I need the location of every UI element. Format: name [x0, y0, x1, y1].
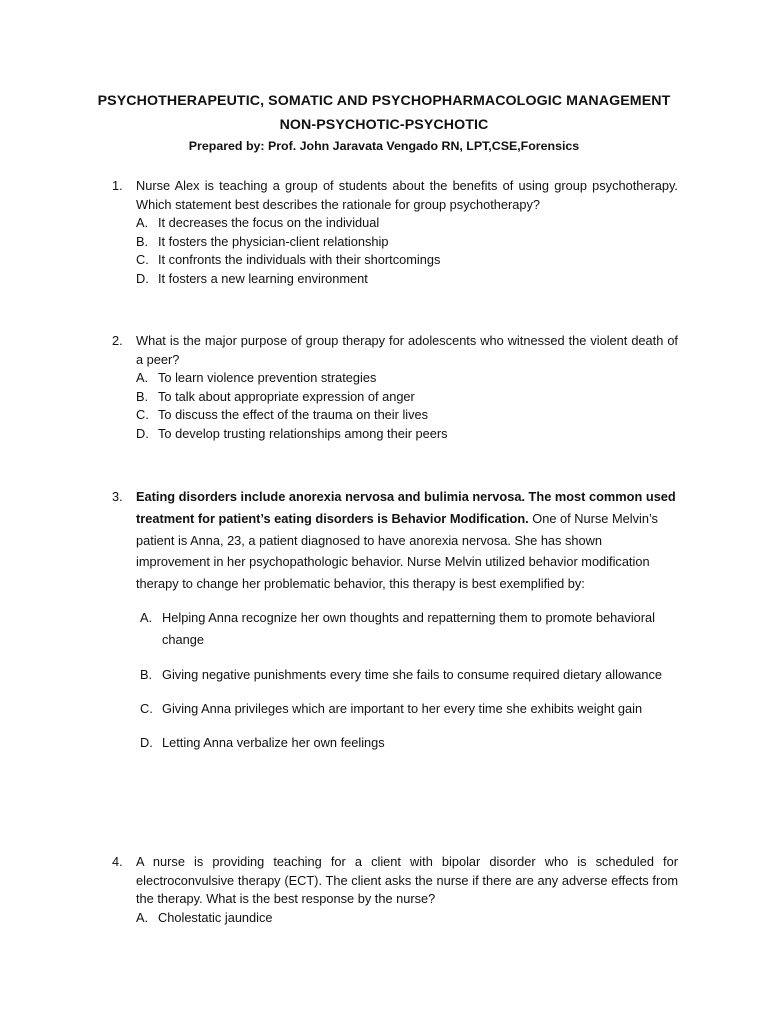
question-4: [112, 853, 678, 927]
option-letter: D.: [140, 735, 153, 751]
question-stem: Nurse Alex is teaching a group of students about the benefits of using group psychotherapy. Which statement best describes the rationale for group psychotherapy?: [136, 178, 678, 212]
question-stem: What is the major purpose of group therapy for adolescents who witnessed the violent death of a peer?: [136, 333, 678, 367]
option-item: [112, 909, 678, 928]
option-text: Cholestatic jaundice: [158, 909, 273, 925]
question-number: 4.: [112, 854, 123, 869]
option-text: Giving Anna privileges which are important to her every time she exhibits weight gain: [162, 700, 643, 716]
option-letter: A.: [136, 370, 149, 386]
option-text: It fosters the physician-client relationship: [158, 233, 389, 249]
option-text: To develop trusting relationships among their peers: [158, 425, 448, 441]
option-list: [112, 607, 678, 753]
option-letter: B.: [136, 233, 149, 249]
option-item: [112, 369, 678, 388]
option-letter: A.: [136, 215, 149, 231]
option-text: Letting Anna verbalize her own feelings: [162, 735, 385, 751]
document-subtitle: NON-PSYCHOTIC-PSYCHOTIC: [279, 117, 489, 133]
option-letter: B.: [136, 388, 149, 404]
option-letter: D.: [136, 270, 149, 286]
option-text: Helping Anna recognize her own thoughts and repatterning them to promote behavioral change: [162, 610, 655, 648]
option-letter: D.: [136, 425, 149, 441]
question-number: 3.: [112, 489, 123, 504]
question-stem-bold: Eating disorders include anorexia nervosa and bulimia nervosa. The most common used treatment for patient’s eating disorders is Behavior Modification.: [136, 489, 676, 526]
option-item: [112, 732, 678, 754]
option-letter: C.: [136, 407, 149, 423]
option-text: It decreases the focus on the individual: [158, 215, 380, 231]
option-letter: A.: [140, 610, 153, 626]
option-list: [112, 909, 678, 928]
option-letter: C.: [140, 700, 153, 716]
option-item: [112, 251, 678, 270]
question-3: [112, 486, 678, 754]
question-1: [112, 177, 678, 289]
option-list: [112, 214, 678, 288]
option-item: [112, 425, 678, 444]
document-title: PSYCHOTHERAPEUTIC, SOMATIC AND PSYCHOPHARMACOLOGIC MANAGEMENT: [97, 93, 671, 109]
option-text: To discuss the effect of the trauma on their lives: [158, 407, 429, 423]
option-item: [112, 698, 678, 720]
option-text: To learn violence prevention strategies: [158, 370, 377, 386]
question-number: 2.: [112, 333, 123, 348]
option-text: Giving negative punishments every time she fails to consume required dietary allowance: [162, 666, 663, 682]
option-item: [112, 214, 678, 233]
option-text: It fosters a new learning environment: [158, 270, 368, 286]
question-2: [112, 332, 678, 444]
question-stem: [136, 486, 678, 595]
question-stem: A nurse is providing teaching for a client with bipolar disorder who is scheduled for electroconvulsive therapy (ECT). The client asks the nurse if there are any adverse effects from the therapy. What is the best response by the nurse?: [136, 854, 678, 907]
option-letter: A.: [136, 909, 149, 925]
option-list: [112, 369, 678, 443]
option-item: [112, 664, 678, 686]
option-letter: B.: [140, 666, 153, 682]
option-item: [112, 270, 678, 289]
question-number: 1.: [112, 178, 123, 193]
option-text: It confronts the individuals with their shortcomings: [158, 252, 441, 268]
author-line: Prepared by: Prof. John Jaravata Vengado RN, LPT,CSE,Forensics: [188, 139, 580, 153]
option-text: To talk about appropriate expression of anger: [158, 388, 415, 404]
option-item: [112, 607, 678, 651]
question-stem-text: One of Nurse Melvin’s patient is Anna, 23, a patient diagnosed to have anorexia nervosa. She has shown improvement in her psychopathologic behavior. Nurse Melvin utilized behavior modification therapy to change her problematic behavior, this therapy is best exemplified by:: [136, 510, 658, 592]
option-letter: C.: [136, 252, 149, 268]
option-item: [112, 406, 678, 425]
option-item: [112, 388, 678, 407]
option-item: [112, 233, 678, 252]
